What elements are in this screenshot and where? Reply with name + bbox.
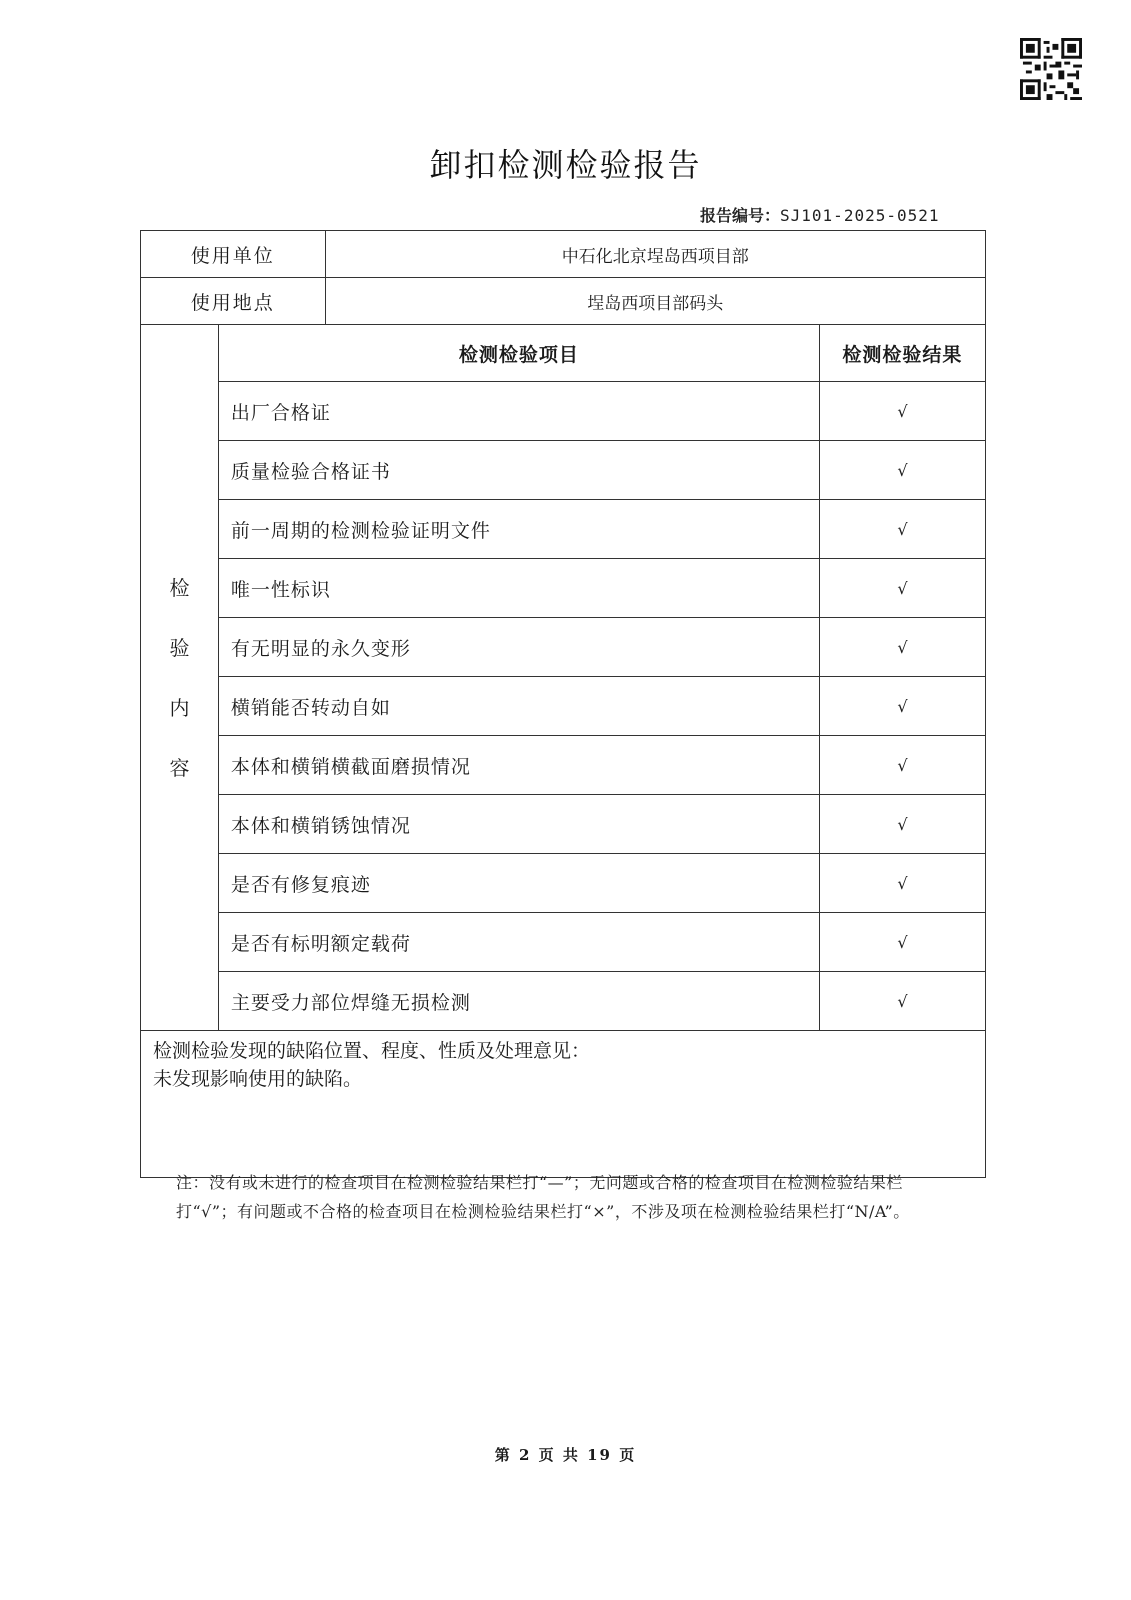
inspection-header-row (141, 325, 986, 382)
side-char: 容 (169, 755, 190, 780)
report-number (700, 203, 940, 226)
side-char: 检 (169, 575, 190, 600)
item-result: √ (819, 795, 985, 854)
item-name: 出厂合格证 (218, 382, 819, 441)
inspection-side-label (141, 325, 219, 1031)
item-result: √ (819, 913, 985, 972)
item-name: 本体和横销横截面磨损情况 (218, 736, 819, 795)
header-item: 检测检验项目 (218, 325, 819, 382)
item-result: √ (819, 736, 985, 795)
page-number: 第 2 页 共 19 页 (494, 1446, 637, 1464)
side-char: 内 (169, 695, 190, 720)
table-row (141, 382, 986, 441)
item-name: 本体和横销锈蚀情况 (218, 795, 819, 854)
item-name: 是否有标明额定载荷 (218, 913, 819, 972)
table-row (141, 618, 986, 677)
location-row (141, 278, 986, 325)
item-result: √ (819, 559, 985, 618)
report-title: 卸扣检测检验报告 (429, 146, 702, 184)
table-row (141, 736, 986, 795)
item-name: 是否有修复痕迹 (218, 854, 819, 913)
findings-text: 未发现影响使用的缺陷。 (153, 1068, 363, 1090)
item-result: √ (819, 618, 985, 677)
table-row (141, 559, 986, 618)
item-result: √ (819, 854, 985, 913)
item-result: √ (819, 677, 985, 736)
inspection-table (140, 230, 986, 1178)
item-name: 主要受力部位焊缝无损检测 (218, 972, 819, 1031)
table-row (141, 972, 986, 1031)
side-char: 验 (169, 635, 190, 660)
findings-row (141, 1031, 986, 1178)
table-row (141, 677, 986, 736)
location-value: 埕岛西项目部码头 (325, 278, 985, 325)
item-name: 唯一性标识 (218, 559, 819, 618)
table-row (141, 500, 986, 559)
findings-cell (141, 1031, 986, 1178)
item-result: √ (819, 441, 985, 500)
unit-row (141, 231, 986, 278)
table-row (141, 441, 986, 500)
report-number-value: SJ101-2025-0521 (780, 206, 940, 225)
item-result: √ (819, 972, 985, 1031)
unit-label: 使用单位 (141, 231, 326, 278)
location-label: 使用地点 (141, 278, 326, 325)
report-number-label: 报告编号： (700, 206, 781, 225)
item-name: 前一周期的检测检验证明文件 (218, 500, 819, 559)
footnote: 注：没有或未进行的检查项目在检测检验结果栏打“—”；无问题或合格的检查项目在检测检验结果栏打“√”；有问题或不合格的检查项目在检测检验结果栏打“×”，不涉及项在检测检验结果栏打“N/A”。 (176, 1173, 910, 1221)
item-name: 有无明显的永久变形 (218, 618, 819, 677)
findings-label: 检测检验发现的缺陷位置、程度、性质及处理意见： (153, 1040, 591, 1062)
qr-code-icon (1020, 38, 1082, 100)
item-name: 横销能否转动自如 (218, 677, 819, 736)
table-row (141, 795, 986, 854)
table-row (141, 913, 986, 972)
unit-value: 中石化北京埕岛西项目部 (325, 231, 985, 278)
item-result: √ (819, 500, 985, 559)
header-result: 检测检验结果 (819, 325, 985, 382)
item-name: 质量检验合格证书 (218, 441, 819, 500)
table-row (141, 854, 986, 913)
item-result: √ (819, 382, 985, 441)
